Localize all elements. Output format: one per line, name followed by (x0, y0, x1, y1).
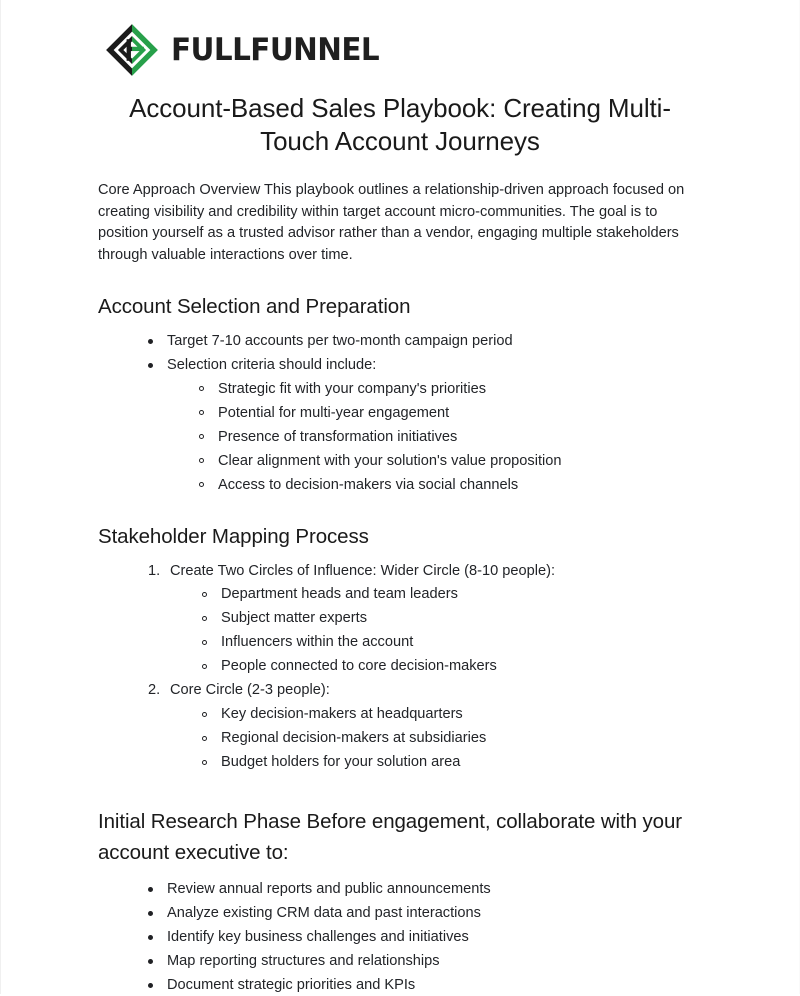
fullfunnel-diamond-logo-icon (105, 23, 159, 77)
list-item-label: Identify key business challenges and initiatives (167, 928, 469, 945)
sub-list-item (199, 428, 707, 448)
sub-list-item (202, 609, 707, 629)
core-circle-sublist (170, 705, 707, 773)
sub-list-item-label: People connected to core decision-makers (221, 658, 497, 675)
list-item-label: Core Circle (2-3 people): (170, 682, 330, 699)
list-item (148, 952, 707, 972)
selection-criteria-sublist (167, 380, 707, 496)
section-heading-account-selection: Account Selection and Preparation (98, 295, 411, 318)
list-item (148, 880, 707, 900)
sub-list-item-label: Budget holders for your solution area (221, 754, 461, 771)
list-item (148, 928, 707, 948)
sub-list-item (202, 633, 707, 653)
sub-list-item (199, 476, 707, 496)
sub-list-item-label: Subject matter experts (221, 610, 368, 627)
wider-circle-sublist (170, 585, 707, 677)
section-heading-stakeholder-mapping: Stakeholder Mapping Process (98, 524, 369, 548)
list-item-label: Review annual reports and public announcements (167, 880, 491, 897)
sub-list-item (202, 705, 707, 725)
list-item-label: Create Two Circles of Influence: Wider Circle (8-10 people): (170, 562, 556, 579)
document-body (98, 180, 707, 996)
initial-research-list (98, 880, 707, 996)
sub-list-item-label: Regional decision-makers at subsidiaries (221, 730, 487, 747)
sub-list-item-label: Department heads and team leaders (221, 586, 458, 603)
list-item-label: Selection criteria should include: (167, 356, 377, 373)
sub-list-item-label: Potential for multi-year engagement (218, 404, 450, 421)
list-item (148, 332, 707, 352)
page-title: Account-Based Sales Playbook: Creating Multi-Touch Account Journeys (129, 93, 671, 156)
account-selection-list (98, 332, 707, 496)
section-heading-initial-research: Initial Research Phase Before engagement, collaborate with your account executive to: (98, 809, 682, 864)
sub-list-item (202, 585, 707, 605)
sub-list-item (199, 380, 707, 400)
sub-list-item-label: Key decision-makers at headquarters (221, 706, 463, 723)
sub-list-item (199, 404, 707, 424)
sub-list-item-label: Clear alignment with your solution's value proposition (218, 452, 562, 469)
list-item (148, 976, 707, 996)
list-item (148, 904, 707, 924)
sub-list-item-label: Influencers within the account (221, 634, 414, 651)
list-item-label: Map reporting structures and relationships (167, 952, 440, 969)
sub-list-item (202, 729, 707, 749)
list-item-label: Document strategic priorities and KPIs (167, 976, 416, 993)
brand-wordmark: FULLFUNNEL (171, 31, 380, 68)
sub-list-item (202, 753, 707, 773)
stakeholder-mapping-list (98, 562, 707, 773)
list-item-label: Target 7-10 accounts per two-month campaign period (167, 333, 513, 349)
sub-list-item-label: Presence of transformation initiatives (218, 428, 458, 445)
list-item (148, 681, 707, 773)
sub-list-item (202, 657, 707, 677)
intro-paragraph: Core Approach Overview This playbook outlines a relationship-driven approach focused on creating visibility and credibility within target account micro-communities. The goal is to position yourself as a trusted advisor rather than a vendor, engaging multiple stakeholders through valuable interactions over time. (98, 182, 685, 263)
document-header (1, 0, 799, 68)
sub-list-item-label: Access to decision-makers via social channels (218, 476, 519, 493)
list-item-label: Analyze existing CRM data and past interactions (167, 904, 481, 921)
list-item (148, 562, 707, 678)
sub-list-item-label: Strategic fit with your company's priorities (218, 380, 487, 397)
sub-list-item (199, 452, 707, 472)
list-item (148, 356, 707, 496)
